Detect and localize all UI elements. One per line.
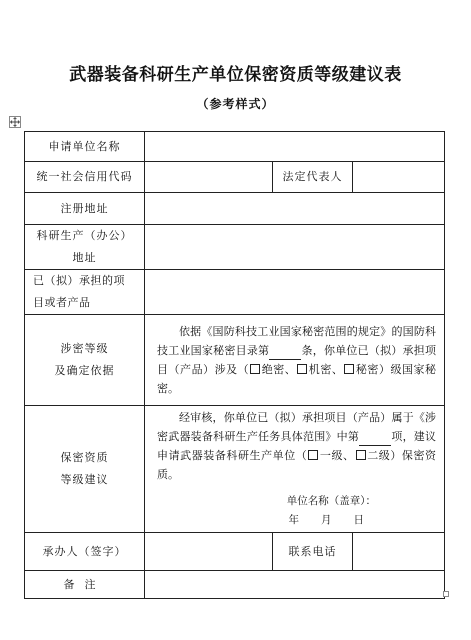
classified-basis-text (145, 315, 445, 406)
qualification-suggestion-label-line2: 等级建议 (60, 473, 109, 486)
table-row (25, 162, 445, 193)
remarks-field[interactable] (145, 571, 445, 599)
catalog-item-blank[interactable] (269, 347, 301, 360)
level2-checkbox[interactable] (356, 450, 366, 460)
qualification-suggestion-text (145, 406, 445, 533)
top-secret-option-label: 绝密、 (261, 363, 297, 376)
basis-text-part1: 依据《国防科技工业国家秘密范围的规定》的国防科技工业国家秘密目录第 (157, 325, 437, 357)
level2-option-label: 二级）保密资质。 (157, 449, 437, 481)
handler-signature-field[interactable] (145, 533, 273, 571)
day-label: 日 (353, 514, 365, 526)
secret-checkbox[interactable] (297, 364, 307, 374)
registered-address-field[interactable] (145, 193, 445, 225)
projects-field[interactable] (145, 270, 445, 315)
secret-option-label: 机密、 (308, 363, 344, 376)
handler-label: 承办人（签字） (25, 533, 145, 571)
table-move-handle-icon[interactable] (9, 116, 21, 128)
registered-address-label: 注册地址 (25, 193, 145, 225)
suggestion-text-part2: 项，建议申请武器装备科研生产单位（ (157, 430, 437, 462)
scope-item-blank[interactable] (359, 433, 391, 446)
table-row (25, 406, 445, 533)
form-subtitle: （参考样式） (196, 97, 275, 111)
remarks-label: 备注 (25, 571, 145, 599)
date-line (157, 511, 436, 530)
suggestion-text-part1: 经审核，你单位已（拟）承担项目（产品）属于《涉密武器装备科研生产任务具体范围》中第 (157, 411, 437, 443)
office-address-label-line2: 地址 (72, 251, 97, 264)
table-row (25, 315, 445, 406)
projects-label (25, 270, 145, 315)
year-label: 年 (288, 514, 300, 526)
table-row (25, 571, 445, 599)
office-address-field[interactable] (145, 225, 445, 270)
classified-basis-paragraph (157, 322, 436, 398)
table-row (25, 132, 445, 162)
table-resize-handle[interactable] (443, 591, 449, 597)
projects-label-line1: 已（拟）承担的项 (33, 274, 125, 287)
unit-seal-line: 单位名称（盖章）： (286, 495, 377, 507)
confidential-checkbox[interactable] (344, 364, 354, 374)
applicant-name-label: 申请单位名称 (25, 132, 145, 162)
credit-code-field[interactable] (145, 162, 273, 193)
level1-checkbox[interactable] (308, 450, 318, 460)
move-arrows-icon (10, 117, 20, 127)
classified-basis-label-line1: 涉密等级 (60, 342, 109, 355)
table-row (25, 270, 445, 315)
top-secret-checkbox[interactable] (250, 364, 260, 374)
contact-phone-field[interactable] (353, 533, 445, 571)
legal-rep-label: 法定代表人 (273, 162, 353, 193)
office-address-label (25, 225, 145, 270)
basis-text-part2: 条，你单位已（拟）承担项目（产品）涉及（ (157, 344, 437, 376)
form-title: 武器装备科研生产单位保密资质等级建议表 (69, 65, 402, 85)
projects-label-line2: 目或者产品 (33, 296, 91, 309)
office-address-label-line1: 科研生产（办公） (36, 229, 133, 242)
month-label: 月 (321, 514, 332, 526)
applicant-name-field[interactable] (145, 132, 445, 162)
table-row (25, 533, 445, 571)
credit-code-label: 统一社会信用代码 (25, 162, 145, 193)
legal-rep-field[interactable] (353, 162, 445, 193)
contact-phone-label: 联系电话 (273, 533, 353, 571)
classified-basis-label (25, 315, 145, 406)
qualification-suggestion-paragraph (157, 408, 436, 484)
qualification-form-table (24, 131, 445, 599)
qualification-suggestion-label (25, 406, 145, 533)
classified-basis-label-line2: 及确定依据 (54, 364, 115, 377)
confidential-option-label: 秘密）级国家秘密。 (157, 363, 437, 395)
level1-option-label: 一级、 (319, 449, 355, 462)
table-row (25, 193, 445, 225)
qualification-suggestion-label-line1: 保密资质 (60, 451, 109, 464)
table-row (25, 225, 445, 270)
